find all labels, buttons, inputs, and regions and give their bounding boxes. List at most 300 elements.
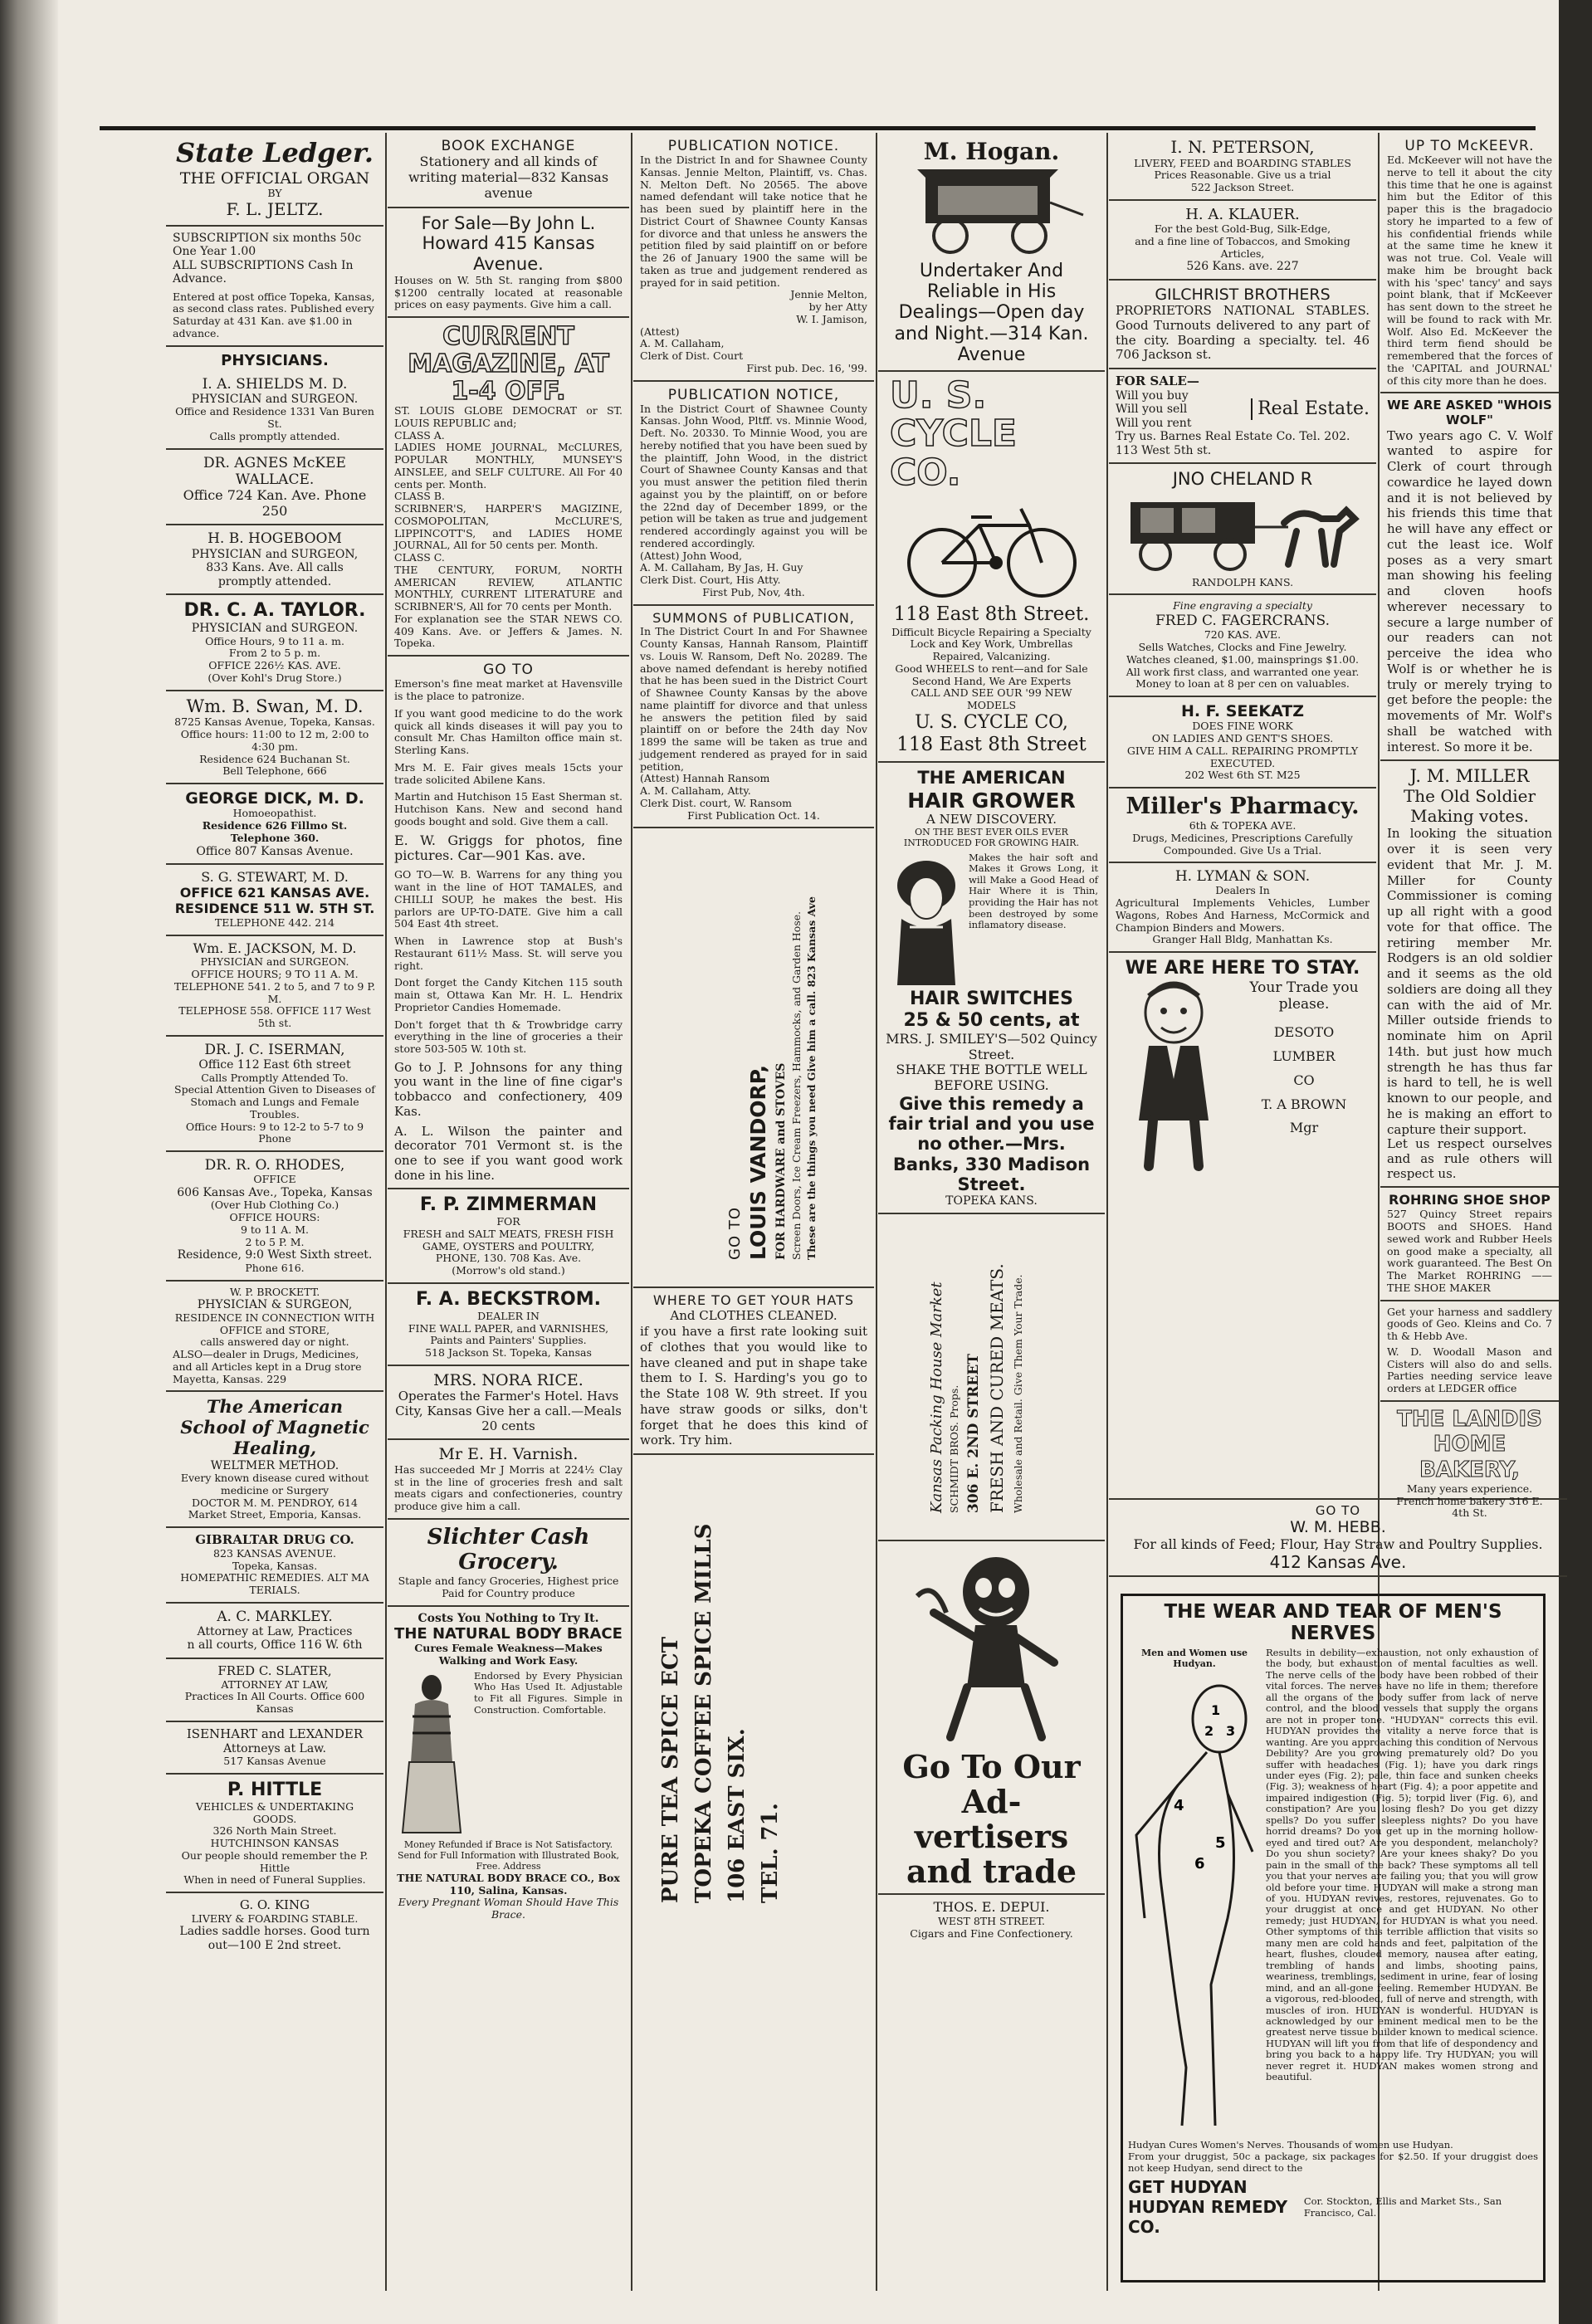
- hair-grower-subtitle: ON THE BEST EVER OILS EVER INTRODUCED FOR GROWING HAIR.: [903, 826, 1080, 848]
- magazine-line: THE CENTURY, FORUM, NORTH AMERICAN REVIEW, ATLANTIC MONTHLY, CURRENT LITERATURE and SCRIBNER'S, All for 70 cents per Month.: [394, 563, 623, 613]
- card-line: promptly attended.: [217, 574, 332, 588]
- fagercrans-line: Watches cleaned, $1.00, mainsprings $1.00.: [1126, 652, 1359, 666]
- forsale-text: Try us. Barnes Real Estate Co. Tel. 202. 113 West 5th st.: [1116, 430, 1350, 457]
- business-card: [166, 1392, 383, 1528]
- card-line: 823 KANSAS AVENUE.: [213, 1546, 336, 1560]
- klauer-line: and a fine line of Tobaccos, and Smoking Articles,: [1135, 234, 1350, 260]
- card-line: Topeka, Kansas.: [232, 1559, 318, 1572]
- hudyan-price: From your druggist, 50c a package, six packages for $2.50. If your druggist does not keep Hudyan, send direct to the: [1128, 2151, 1538, 2174]
- magazine-line: CLASS B.: [394, 490, 445, 503]
- card-name: Wm. E. JACKSON, M. D.: [193, 940, 357, 956]
- desoto-line: DESOTO: [1273, 1024, 1335, 1041]
- card-line: OFFICE HOURS:: [229, 1211, 320, 1224]
- entered-notice: Entered at post office Topeka, Kansas, as second class rates. Published every Saturday at 431 Kan. ave $1.00 in advance.: [173, 290, 375, 339]
- desoto-line: CO: [1293, 1072, 1315, 1088]
- scan-right-edge: [1559, 0, 1592, 2324]
- lyman-line: Dealers In: [1215, 884, 1270, 897]
- subscription-line: ALL SUBSCRIPTIONS Cash In Advance.: [173, 258, 354, 286]
- real-estate-label: Real Estate.: [1251, 398, 1370, 420]
- local-notice: GO TO—W. B. Warrens for any thing you want in the line of HOT TAMALES, and CHILLI SOUP, he makes the best. His parlors are UP-TO-DATE. Give him a call 504 East 4th street.: [394, 868, 623, 930]
- notice-signature: First Pub, Nov, 4th.: [702, 585, 805, 598]
- card-name: GIBRALTAR DRUG CO.: [195, 1532, 354, 1548]
- switches-text: MRS. J. SMILEY'S—502 Quincy Street.: [886, 1030, 1097, 1062]
- hebb-address: 412 Kansas Ave.: [1269, 1552, 1407, 1572]
- woman-portrait-icon: [885, 852, 964, 985]
- switches-heading: HAIR SWITCHES: [910, 988, 1073, 1009]
- vandorp-line: Screen Doors, Ice Cream Freezers, Hammocks, and Garden Hose.: [790, 911, 803, 1261]
- landis-text: Many years experience. French home bakery 316 E. 4th St.: [1396, 1482, 1543, 1520]
- klauer-heading: H. A. KLAUER.: [1185, 205, 1300, 223]
- wolf-text: Two years ago C. V. Wolf wanted to aspire for Clerk of court through cowardice he layed down and it is not believed by his friends this time that he will have any effect or cut the least ice. Wolf poses as a very smart man showing his feeling and cloven hoofs wherever necessary to secure a large number of our readers can not perceive the idea who Wolf is or whether he is truly or merely trying to get before the people: the movements of Mr. Wolf's shall be watched with interest. So more it be.: [1387, 427, 1552, 754]
- depui-line: Cigars and Fine Confectionery.: [910, 1926, 1073, 1940]
- goto-advertisers-line: Go To Our Ad-: [902, 1748, 1081, 1820]
- zimmerman-line: FRESH and SALT MEATS, FRESH FISH GAME, OYSTERS and POULTRY,: [403, 1227, 614, 1252]
- card-line: WELTMER METHOD.: [210, 1458, 339, 1472]
- switches-price: 25 & 50 cents, at: [903, 1009, 1080, 1031]
- rice-heading: MRS. NORA RICE.: [433, 1370, 584, 1389]
- notice-signature: First Publication Oct. 14.: [687, 808, 820, 822]
- figure-label: 4: [1174, 1797, 1184, 1814]
- notice-signature: A. M. Callaham, By Jas, H. Guy: [640, 561, 803, 574]
- card-line: LIVERY & FOARDING STABLE.: [191, 1911, 359, 1925]
- physicians-heading: PHYSICIANS.: [221, 351, 329, 369]
- business-card: [166, 1037, 383, 1152]
- card-line: OFFICE 621 KANSAS AVE.: [179, 885, 370, 901]
- kpm-line: Kansas Packing House Market: [928, 1282, 945, 1514]
- business-card: [166, 1722, 383, 1775]
- current-magazine-heading: CURRENT MAGAZINE, AT 1-4 OFF.: [408, 322, 609, 407]
- card-line: Office 807 Kansas Avenue.: [196, 844, 354, 858]
- gilchrist-heading: GILCHRIST BROTHERS: [1155, 285, 1331, 304]
- lyman-heading: H. LYMAN & SON.: [1174, 868, 1311, 886]
- slichter-heading: Slichter Cash Grocery.: [427, 1524, 590, 1575]
- banks-city: TOPEKA KANS.: [945, 1194, 1038, 1208]
- seekatz-heading: H. F. SEEKATZ: [1180, 702, 1305, 721]
- seekatz-line: 202 West 6th ST. M25: [1184, 769, 1301, 782]
- summons-text: In The District Court In and For Shawnee County Kansas, Hannah Ransom, Plaintiff vs. Louis W. Ransom, Deft No. 20289. The above named defendant is hereby notified that he has been sued in the District Court of Shawnee County Kansas by the above name plaintiff for divorce and that unless he answers the petition filed by said plaintiff on or before the 24th day Nov 1899 the same will be taken as true and judgement rendered as prayed for in said petition,: [640, 625, 867, 773]
- card-name: S. G. STEWART, M. D.: [201, 869, 349, 886]
- column-rule: [631, 133, 632, 2291]
- woodall-text: W. D. Woodall Mason and Cisters will also do and sells. Parties needing service leave orders at LEDGER office: [1387, 1345, 1552, 1395]
- card-line: Office Hours: 9 to 12-2 to 5-7 to 9: [185, 1120, 364, 1133]
- publication-notice-heading: PUBLICATION NOTICE.: [667, 138, 840, 154]
- card-line: 517 Kansas Avenue: [223, 1755, 326, 1768]
- card-line: Ladies saddle horses. Good turn out—100 E 2nd street.: [179, 1925, 370, 1952]
- forsale-heading: For Sale—By John L. Howard 415 Kansas Avenue.: [421, 212, 596, 275]
- peterson-line: Prices Reasonable. Give us a trial: [1154, 168, 1331, 182]
- card-line: Office and Residence 1331 Van Buren St.: [175, 405, 374, 431]
- business-card: [166, 784, 383, 865]
- card-name: GEORGE DICK, M. D.: [185, 789, 364, 808]
- card-line: When in need of Funeral Supplies.: [183, 1873, 366, 1887]
- forsale-option: Will you sell: [1116, 403, 1188, 417]
- local-notice: When in Lawrence stop at Bush's Restaurant 611½ Mass. St. will serve you right.: [394, 935, 623, 972]
- local-notice: If you want good medicine to do the work quick all kinds diseases it will pay you to consult Mr. Chas Hamilton office main st. Sterling Kans.: [394, 706, 623, 757]
- card-line: calls answered day or night.: [200, 1335, 349, 1349]
- business-card: [166, 595, 383, 691]
- column-5: [1109, 133, 1376, 1494]
- cycle-footer: 118 East 8th Street: [896, 733, 1087, 755]
- card-line: HUTCHINSON KANSAS: [210, 1837, 339, 1850]
- hudyan-women: Hudyan Cures Women's Nerves. Thousands of women use Hudyan.: [1128, 2139, 1453, 2151]
- vandorp-line: FOR HARDWARE and STOVES: [774, 1063, 788, 1261]
- business-card: [166, 371, 383, 450]
- notice-signature: Clerk Dist. court, W. Ransom: [640, 796, 793, 809]
- business-card: [166, 525, 383, 595]
- cycle-text: Difficult Bicycle Repairing a Specialty Lock and Key Work, Umbrellas Repaired, Valcanizing.: [891, 625, 1091, 663]
- notice-signature: (Attest) Hannah Ransom: [640, 772, 770, 785]
- brace-footer: Money Refunded if Brace is Not Satisfactory. Send for Full Information with Illustrated Book, Free. Address: [397, 1838, 620, 1872]
- kpm-line: SCHMIDT BROS. Props.: [948, 1385, 960, 1514]
- brace-title: THE NATURAL BODY BRACE: [394, 1625, 623, 1643]
- top-rule: [100, 126, 1536, 130]
- notice-signature: Jennie Melton,: [790, 288, 867, 301]
- business-card: [166, 1152, 383, 1282]
- hudyan-ad: [1121, 1594, 1546, 2282]
- vandorp-name: LOUIS VANDORP,: [746, 1065, 770, 1261]
- figure-label: 3: [1226, 1723, 1236, 1739]
- rohring-heading: ROHRING SHOE SHOP: [1389, 1192, 1550, 1208]
- hebb-goto: GO TO: [1315, 1503, 1361, 1518]
- kpm-line: Wholesale and Retail. Give Them Your Trade.: [1012, 1274, 1024, 1514]
- card-line: Bell Telephone, 666: [222, 764, 327, 778]
- card-line: Office Hours, 9 to 11 a. m.: [205, 634, 344, 647]
- magazine-line: SCRIBNER'S, HARPER'S MAGIZINE, COSMOPOLITAN, McCLURE'S, LIPPINCOTT'S, and LADIES HOME JOURNAL, All for 50 cents per. Month.: [394, 502, 623, 552]
- card-line: (Over Hub Clothing Co.): [210, 1199, 339, 1212]
- card-line: Telephone 360.: [230, 831, 320, 844]
- card-name: A. C. MARKLEY.: [217, 1608, 333, 1625]
- peterson-line: 522 Jackson Street.: [1190, 181, 1295, 194]
- hudyan-text: Results in debility—exhaustion, not only exhaustion of the body, but exhaustion of mental faculties as well. The nerve cells of the body have been robbed of their vital forces. The nerves have no life in them; therefore all the organs of the body suffer from lack of nerve control, and the blood vessels that supply the organs are not in proper tone. "HUDYAN" corrects this evil. HUDYAN provides the vitality a nerve force that is wanting. Are you approaching this condition of Nervous Debility? Are you growing prematurely old? Do you suffer with headaches (Fig. 1); have you dark rings under eyes (Fig. 2); pale, thin face and sunken cheeks (Fig. 3); weakness of heart (Fig. 4); a poor appetite and impaired indigestion (Fig. 5); torpid liver (Fig. 6), and constipation? Are you losing flesh? Do you get dizzy spells? Do you suffer sleepless nights? Do you have horrid dreams? Do you get up in the morning hollow-eyed and tired out? Are you despondent, melancholy? Do you shun society? Are your knees shaky? Do you pain in the small of the back? These symptoms all tell you that your nerves are failing you; that you will grow old before your time. HUDYAN will make a strong man of you. HUDYAN revives, restores, rejuvenates. Go to your druggist at once and get HUDYAN. No other remedy; just HUDYAN, for HUDYAN is what you need. Other symptoms of this terrible affliction that visits so many men are cold hands and feet, palpitation of the heart, flushes, clouded memory, nausea after eating, trembling of hands and limbs, shooting pains, weariness, tremblings, sediment in urine, fear of losing mind, and an all-gone feeling. Remember HUDYAN. Be a vigorous, red-blooded, full of nerve and strength, with muscles of iron. HUDYAN is wonderful. HUDYAN is acknowledged by our eminent medical men to be the greatest nerve tissue builder known to medical science. HUDYAN will lift you from that life of despondency and bring you back to a happy life. Try HUDYAN; you will never regret it. HUDYAN makes women strong and beautiful.: [1266, 1647, 1538, 2083]
- notice-signature: (Attest) John Wood,: [640, 549, 743, 562]
- cartoon-figure-icon: [909, 1546, 1075, 1745]
- card-name: P. HITTLE: [227, 1779, 323, 1800]
- figure-label: 1: [1211, 1702, 1221, 1718]
- zimmerman-line: (Morrow's old stand.): [452, 1264, 565, 1277]
- card-name: DR. J. C. ISERMAN,: [204, 1041, 345, 1058]
- notice-signature: A. M. Callaham, Atty.: [640, 784, 751, 798]
- spice-mills-ad: [633, 1455, 874, 1930]
- kpm-line: 306 E. 2ND STREET: [965, 1354, 982, 1514]
- beckstrom-line: FINE WALL PAPER, and VARNISHES, Paints and Painters' Supplies.: [408, 1321, 609, 1347]
- card-line: TELEPHONE 541. 2 to 5, and 7 to 9 P. M.: [173, 979, 376, 1005]
- card-line: PHYSICIAN and SURGEON.: [191, 392, 359, 406]
- varnish-heading: Mr E. H. Varnish.: [438, 1445, 579, 1464]
- business-card: [166, 865, 383, 935]
- local-notice: Don't forget that th & Trowbridge carry everything in the line of groceries a their store 503-505 W. 10th st.: [394, 1018, 623, 1056]
- hats-subheading: And CLOTHES CLEANED.: [670, 1308, 838, 1324]
- zimmerman-heading: F. P. ZIMMERMAN: [419, 1194, 598, 1216]
- fagercrans-line: Money to loan at 8 per cen on valuables.: [1135, 677, 1350, 691]
- here-to-stay-line: Your Trade you please.: [1249, 979, 1359, 1013]
- notice-signature: W. I. Jamison,: [796, 312, 867, 325]
- figure-label: 6: [1194, 1855, 1205, 1872]
- book-exchange-heading: BOOK EXCHANGE: [441, 138, 576, 154]
- card-line: VEHICLES & UNDERTAKING GOODS.: [195, 1799, 354, 1825]
- cycle-text: CALL AND SEE OUR '99 NEW MODELS: [911, 686, 1072, 712]
- goto-advertisers-line: and trade: [906, 1852, 1077, 1890]
- jmiller-subheading: The Old Soldier Making votes.: [1403, 786, 1536, 826]
- card-line: Homoeopathist.: [232, 807, 317, 820]
- jmiller-heading: J. M. MILLER: [1409, 766, 1530, 787]
- hearse-icon: [892, 165, 1091, 256]
- card-line: Office 112 East 6th street: [198, 1058, 351, 1072]
- beckstrom-line: DEALER IN: [477, 1309, 540, 1322]
- jmiller-text: In looking the situation over it is seen very evident that Mr. J. M. Miller for County Commissioner is coming up all right with a good vote for that office. The retiring member Mr. Rodgers is an old soldier and it seems as the old soldiers are doing all they can with the aid of Mr. Miller outside friends to nominate him on April 14th. but just how much strength he has thus far is hard to tell, he is well known to our people, and he is making an effort to capture their support.: [1387, 826, 1552, 1137]
- card-line: PHYSICIAN and SURGEON,: [191, 547, 359, 561]
- harness-text: Get your harness and saddlery goods of Geo. Kleins and Co. 7 th & Hebb Ave.: [1387, 1305, 1552, 1343]
- brace-slogan: Every Pregnant Woman Should Have This Brace.: [398, 1896, 619, 1921]
- card-line: From 2 to 5 p. m.: [228, 647, 321, 660]
- card-name: I. A. SHIELDS M. D.: [202, 375, 348, 393]
- notice-signature: by her Atty: [808, 300, 867, 314]
- card-line: Attorneys at Law.: [223, 1741, 326, 1755]
- column-6: [1380, 133, 1559, 1520]
- figure-label: 5: [1215, 1834, 1226, 1852]
- forsale-option: Will you buy: [1116, 388, 1189, 403]
- card-line: TELEPHOSE 558. OFFICE 117 West 5th st.: [178, 1004, 371, 1030]
- notice-signature: (Attest): [640, 325, 680, 338]
- depui-line: WEST 8TH STREET.: [937, 1915, 1046, 1928]
- cheland-subtitle: RANDOLPH KANS.: [1191, 575, 1294, 588]
- card-line: 326 North Main Street.: [212, 1824, 337, 1838]
- lyman-line: Agricultural Implements Vehicles, Lumber Wagons, Robes And Harness, McCormick and Champion Binders and Mowers.: [1116, 896, 1370, 934]
- klauer-line: For the best Gold-Bug, Silk-Edge,: [1154, 222, 1331, 236]
- card-line: Every known disease cured without medicine or Surgery: [180, 1472, 369, 1496]
- card-line: TELEPHONE 442. 214: [214, 915, 335, 929]
- column-4: [878, 133, 1105, 2291]
- here-to-stay-heading: WE ARE HERE TO STAY.: [1125, 958, 1360, 979]
- carriage-icon: [1122, 490, 1363, 573]
- card-line: DOCTOR M. M. PENDROY, 614 Market Street, Emporia, Kansas.: [188, 1496, 362, 1521]
- rohring-text: 527 Quincy Street repairs BOOTS and SHOES. Hand sewed work and Rubber Heels on good make a specialty, all work guaranteed. The Best On The Market ROHRING —— THE SHOE MAKER: [1387, 1208, 1552, 1294]
- card-name: DR. C. A. TAYLOR.: [183, 600, 366, 622]
- card-name: G. O. KING: [239, 1897, 310, 1913]
- publication-notice-text: In the District Court of Shawnee County Kansas. John Wood, Pltff. vs. Minnie Wood, Deft. No. 20330. To Minnie Wood, you are hereby notified that you have been sued by the plaintiff, John Wood, in the district Court of Shawnee County Kansas and that you must answer the petition filed therin against you by the plaintiff, on or before the 22nd day of December 1899, or the petion will be taken as true and judgement rendered accordingly against you will be rendered accordingly.: [640, 402, 867, 549]
- card-line: ATTORNEY AT LAW,: [221, 1677, 329, 1691]
- card-name: DR. AGNES McKEE WALLACE.: [203, 454, 346, 488]
- hair-grower-heading: THE AMERICAN: [917, 767, 1066, 788]
- notice-signature: A. M. Callaham,: [640, 337, 725, 350]
- mckeever-heading: UP TO McKEEVR.: [1404, 138, 1535, 154]
- card-line: Special Attention Given to Diseases of Stomach and Lungs and Female Troubles.: [174, 1083, 375, 1120]
- hogan-heading: M. Hogan.: [923, 138, 1060, 165]
- jmiller-footer: Let us respect ourselves and as rule others will respect us.: [1387, 1136, 1552, 1181]
- card-line: Attorney at Law, Practices: [197, 1624, 353, 1638]
- card-line: Calls promptly attended.: [209, 429, 340, 442]
- card-line: Residence 624 Buchanan St.: [199, 752, 350, 765]
- miller-line: 6th & TOPEKA AVE.: [1189, 819, 1297, 832]
- beckstrom-heading: F. A. BECKSTROM.: [416, 1288, 601, 1310]
- business-card: [166, 936, 383, 1037]
- body-brace-ad: [388, 1607, 629, 1926]
- fagercrans-sub: Fine engraving a specialty: [1173, 599, 1312, 613]
- local-notice: E. W. Griggs for photos, fine pictures. Car—901 Kas. ave.: [394, 832, 623, 864]
- desoto-line: T. A BROWN: [1261, 1096, 1347, 1112]
- business-card: [166, 1528, 383, 1604]
- card-line: PHYSICIAN and SURGEON.: [191, 622, 359, 635]
- business-card: [166, 691, 383, 785]
- hair-grower-text: Makes the hair soft and Makes it Grows Long, it will Make a Good Head of Hair Where it is Thin, providing the Hair has not been destroyed by some inflamatory disease.: [969, 851, 1098, 931]
- hudyan-company: HUDYAN REMEDY CO.: [1128, 2197, 1288, 2237]
- vandorp-ad: [633, 828, 874, 1288]
- card-name: H. B. HOGEBOOM: [208, 530, 342, 548]
- fagercrans-line: All work first class, and warranted one year.: [1126, 665, 1360, 678]
- vandorp-goto: GO TO: [726, 1207, 744, 1261]
- spice-line: TOPEKA COFFEE SPICE MILLS: [691, 1523, 716, 1904]
- notice-signature: Clerk Dist. Court, His Atty.: [640, 574, 781, 587]
- card-line: OFFICE 226½ KAS. AVE.: [208, 659, 341, 672]
- brace-heading: Costs You Nothing to Try It.: [418, 1611, 599, 1625]
- vandorp-line: These are the things you need Give him a call. 823 Kansas Ave: [805, 896, 818, 1261]
- masthead-subtitle: THE OFFICIAL ORGAN: [179, 168, 370, 188]
- card-line: RESIDENCE 511 W. 5TH ST.: [174, 900, 375, 916]
- business-card: [166, 1282, 383, 1393]
- publication-notice-text: In the District In and for Shawnee County Kansas. Jennie Melton, Plaintiff, vs. Chas. N. Melton Deft. No 20565. The above named defendant will take notice that he has been sued by plaintiff here in the District Court of Shawnee County Kansas for divorce and that unless he answers the petition filed by said plaintiff on or before the 26 of January 1900 the same will be taken as true and judgement rendered as prayed for in said petition.: [640, 154, 867, 289]
- card-line: Office 724 Kan. Ave. Phone 250: [183, 486, 367, 519]
- hebb-text: For all kinds of Feed; Flour, Hay Straw and Poultry Supplies.: [1133, 1536, 1543, 1552]
- seekatz-line: GIVE HIM A CALL. REPAIRING PROMPTLY EXECUTED.: [1126, 744, 1359, 769]
- card-line: Practices In All Courts. Office 600 Kansas: [184, 1690, 365, 1716]
- card-name: DR. R. O. RHODES,: [204, 1157, 345, 1174]
- hats-heading: WHERE TO GET YOUR HATS: [652, 1292, 855, 1309]
- forsale-option: Will you rent: [1116, 416, 1192, 430]
- card-name: Wm. B. Swan, M. D.: [186, 696, 364, 716]
- hair-grower-title: HAIR GROWER: [907, 788, 1076, 813]
- card-line: Residence, 9:0 West Sixth street.: [177, 1248, 373, 1262]
- lyman-line: Granger Hall Bldg, Manhattan Ks.: [1152, 933, 1333, 946]
- hudyan-caption: Men and Women use Hudyan.: [1140, 1648, 1248, 1669]
- spice-line: TEL. 71.: [758, 1803, 783, 1904]
- zimmerman-line: PHONE, 130. 708 Kas. Ave.: [435, 1252, 582, 1265]
- business-card: [166, 1659, 383, 1722]
- cheland-heading: JNO CHELAND R: [1172, 469, 1313, 490]
- human-body-figure-icon: [1128, 1669, 1261, 2134]
- card-line: Phone: [258, 1132, 291, 1145]
- card-name: ISENHART and LEXANDER: [186, 1726, 364, 1741]
- card-name: W. P. BROCKETT.: [229, 1285, 320, 1298]
- forsale-heading: FOR SALE—: [1116, 374, 1199, 388]
- fagercrans-line: Sells Watches, Clocks and Fine Jewelry.: [1138, 641, 1347, 654]
- card-line: 8725 Kansas Avenue, Topeka, Kansas.: [174, 715, 375, 729]
- card-line: Our people should remember the P. Hittle: [181, 1848, 369, 1874]
- figure-label: 2: [1204, 1723, 1214, 1739]
- column-2: [388, 133, 629, 2291]
- notice-signature: Clerk of Dist. Court: [640, 349, 744, 363]
- local-notice: Mrs M. E. Fair gives meals 15cts your trade solicited Abilene Kans.: [394, 760, 623, 786]
- local-notice: A. L. Wilson the painter and decorator 701 Vermont st. is the one to see if you want good work done in his line.: [394, 1123, 623, 1183]
- magazine-line: For explanation see the STAR NEWS CO. 409 Kans. Ave. or Jeffers & James. N. Topeka.: [394, 612, 623, 650]
- card-line: RESIDENCE IN CONNECTION WITH OFFICE and STORE,: [174, 1311, 375, 1336]
- brace-text: Endorsed by Every Physician Who Has Used It. Adjustable to Fit all Figures. Simple in Construction. Comfortable.: [474, 1669, 623, 1716]
- slichter-text: Staple and fancy Groceries, Highest price Paid for Country produce: [398, 1575, 619, 1599]
- card-line: Office hours: 11:00 to 12 m, 2:00 to 4:30 pm.: [180, 728, 369, 753]
- desoto-line: Mgr: [1289, 1120, 1319, 1136]
- column-3: [633, 133, 874, 2291]
- klauer-line: 526 Kans. ave. 227: [1186, 260, 1299, 274]
- hair-grower-subtitle: A NEW DISCOVERY.: [926, 812, 1057, 828]
- local-notice: Emerson's fine meat market at Havensville is the place to patronize.: [394, 677, 623, 703]
- card-line: 9 to 11 A. M.: [240, 1223, 310, 1236]
- cycle-heading: U. S. CYCLE CO.: [890, 374, 1017, 494]
- magazine-line: LADIES HOME JOURNAL, McCLURES, POPULAR MONTHLY, MUNSEY'S AINSLEE, and SELF CULTURE. All For 40 cents per. Month.: [394, 441, 623, 491]
- hogan-text: Undertaker And Reliable in His Dealings—Open day and Night.—314 Kan. Avenue: [894, 260, 1089, 365]
- goto-advertisers-line: vertisers: [914, 1817, 1069, 1855]
- cycle-text: Good WHEELS to rent—and for Sale Second Hand, We Are Experts: [895, 662, 1088, 687]
- masthead-title: State Ledger.: [176, 137, 374, 168]
- card-line: OFFICE HOURS; 9 TO 11 A. M.: [191, 968, 359, 981]
- beckstrom-line: 518 Jackson St. Topeka, Kansas: [425, 1346, 592, 1360]
- gilchrist-text: PROPRIETORS NATIONAL STABLES. Good Turnouts delivered to any part of the city. Boarding a specialty. tel. 46 706 Jackson st.: [1116, 303, 1370, 363]
- subscription-line: SUBSCRIPTION six months 50c: [173, 231, 362, 245]
- card-line: 2 to 5 P. M.: [245, 1235, 305, 1248]
- business-card: [166, 450, 383, 526]
- card-line: PHYSICIAN and SURGEON.: [200, 955, 349, 969]
- spice-line: 106 EAST SIX.: [725, 1728, 750, 1904]
- peterson-line: LIVERY, FEED and BOARDING STABLES: [1134, 156, 1351, 169]
- card-line: Calls Promptly Attended To.: [201, 1071, 349, 1084]
- shake-notice: SHAKE THE BOTTLE WELL BEFORE USING.: [896, 1062, 1087, 1094]
- masthead-by: BY: [267, 187, 282, 200]
- book-exchange-text: Stationery and all kinds of writing material—832 Kansas avenue: [408, 154, 609, 201]
- varnish-text: Has succeeded Mr J Morris at 224½ Clay st in the line of groceries fresh and salt meats cigars and confectioneries, country produce give him a call.: [394, 1462, 623, 1513]
- column-rule: [1106, 133, 1108, 2291]
- fagercrans-heading: FRED C. FAGERCRANS.: [1155, 613, 1331, 630]
- bicycle-icon: [896, 492, 1087, 600]
- column-rule: [385, 133, 387, 2291]
- magazine-line: CLASS C.: [394, 551, 445, 564]
- fagercrans-line: 720 KAS. AVE.: [1204, 628, 1282, 642]
- business-card: [166, 1893, 383, 1957]
- goto-heading: GO TO: [483, 662, 534, 679]
- subscription-line: One Year 1.00: [173, 245, 256, 259]
- card-line: Residence 626 Fillmo St.: [202, 819, 348, 832]
- cycle-footer: U. S. CYCLE CO,: [915, 711, 1068, 733]
- card-line: 606 Kansas Ave., Topeka, Kansas: [177, 1185, 373, 1199]
- local-notice: Go to J. P. Johnsons for any thing you want in the line of fine cigar's tobbacco and confectionery, 409 Kas.: [394, 1059, 623, 1119]
- brace-subtitle: Cures Female Weakness—Makes Walking and Work Easy.: [414, 1642, 603, 1667]
- miller-pharmacy-heading: Miller's Pharmacy.: [1126, 793, 1360, 820]
- hats-text: if you have a first rate looking suit of clothes that you would like to have cleaned and put in shape take them to I. S. Harding's you go to the State 108 W. 9th street. If you have straw goods or silks, don't forget that he does this kind of work. Try him.: [640, 1324, 867, 1448]
- card-line: ALSO—dealer in Drugs, Medicines, and all Articles kept in a Drug store Mayetta, Kansas. 229: [173, 1348, 362, 1385]
- rice-text: Operates the Farmer's Hotel. Havs City, Kansas Give her a call.—Meals 20 cents: [395, 1389, 622, 1433]
- notice-signature: First pub. Dec. 16, '99.: [746, 361, 867, 374]
- hudyan-heading: THE WEAR AND TEAR OF MEN'S NERVES: [1164, 1601, 1502, 1644]
- publication-notice-heading: PUBLICATION NOTICE,: [667, 386, 840, 403]
- packing-house-ad: [878, 1214, 1105, 1541]
- cycle-address: 118 East 8th Street.: [893, 603, 1090, 626]
- spice-line: PURE TEA SPICE ECT: [658, 1637, 683, 1904]
- magazine-line: ST. LOUIS GLOBE DEMOCRAT or ST. LOUIS REPUBLIC and;: [394, 404, 623, 429]
- get-hudyan-label: GET HUDYAN: [1128, 2177, 1248, 2197]
- landis-heading: THE LANDIS HOME BAKERY,: [1397, 1406, 1542, 1483]
- peterson-heading: I. N. PETERSON,: [1170, 137, 1315, 157]
- column-rule: [876, 133, 877, 2291]
- card-line: HOMEPATHIC REMEDIES. ALT MA TERIALS.: [180, 1571, 369, 1597]
- seekatz-line: ON LADIES AND GENT'S SHOES.: [1151, 732, 1334, 745]
- desoto-line: LUMBER: [1272, 1047, 1336, 1064]
- gentleman-figure-icon: [1116, 979, 1232, 1170]
- card-line: OFFICE: [253, 1173, 296, 1186]
- seekatz-line: DOES FINE WORK: [1192, 720, 1293, 733]
- business-card: [166, 1775, 383, 1893]
- brace-company: THE NATURAL BODY BRACE CO., Box 110, Salina, Kansas.: [397, 1871, 620, 1897]
- banks-testimonial: Give this remedy a fair trial and you use no other.—Mrs. Banks, 330 Madison Street.: [888, 1094, 1095, 1194]
- column-1: [166, 133, 383, 2291]
- summons-heading: SUMMONS of PUBLICATION,: [652, 609, 855, 626]
- local-notice: Dont forget the Candy Kitchen 115 south main st, Ottawa Kan Mr. H. L. Hendrix Proprietor Candies Homemade.: [394, 976, 623, 1013]
- card-line: Phone 616.: [245, 1261, 305, 1274]
